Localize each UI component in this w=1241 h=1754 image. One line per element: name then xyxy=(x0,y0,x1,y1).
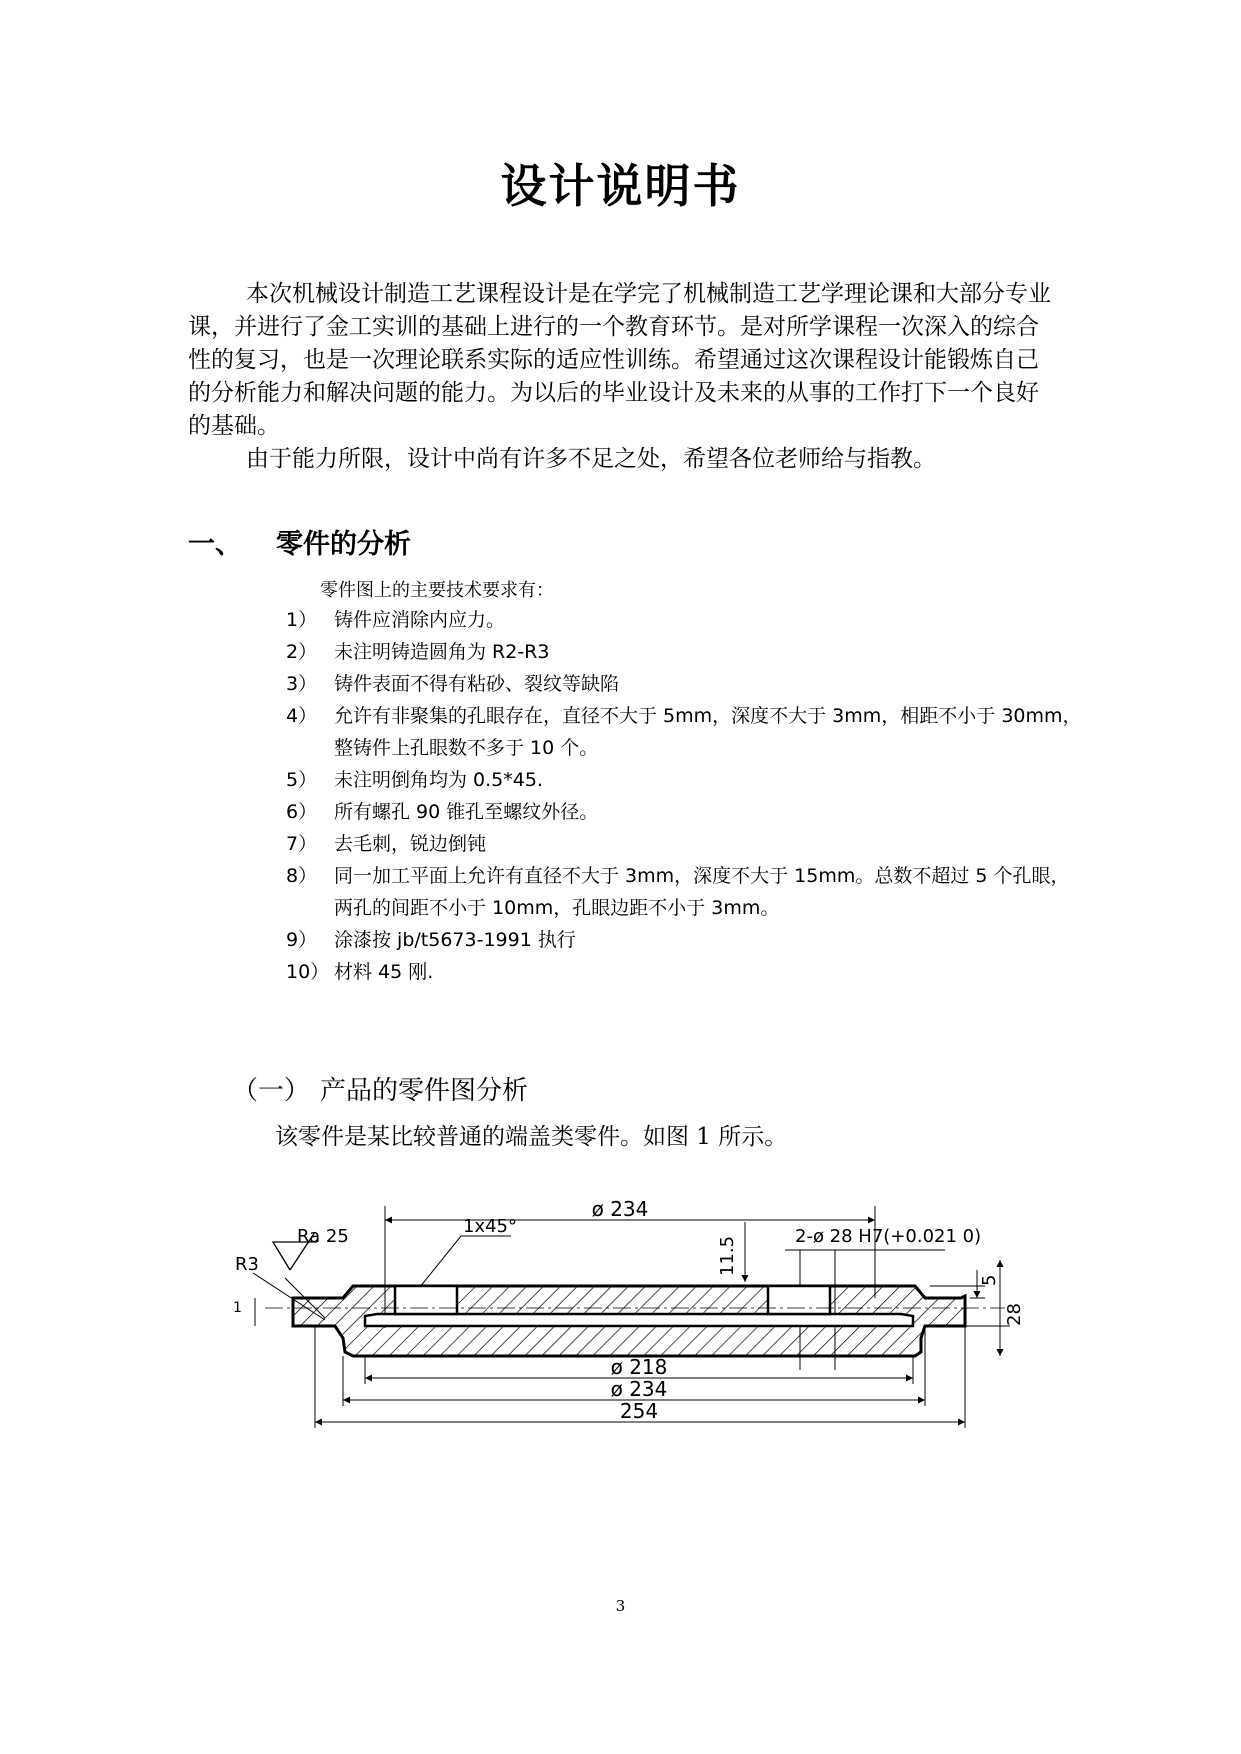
page-number: 3 xyxy=(615,1597,626,1615)
list-item: 9） 涂漆按 jb/t5673-1991 执行 xyxy=(286,929,576,951)
list-item: 1） 铸件应消除内应力。 xyxy=(286,609,506,631)
list-item: 2） 未注明铸造圆角为 R2-R3 xyxy=(286,641,550,663)
label-dim-1: 1 xyxy=(233,1300,242,1316)
label-top-dia: ø 234 xyxy=(591,1197,649,1221)
list-item: 4） 允许有非聚集的孔眼存在，直径不大于 5mm，深度不大于 3mm，相距不小于 30mm，整铸件上孔眼数不多于 10 个。 xyxy=(286,705,1082,759)
subsection-title: 产品的零件图分析 xyxy=(320,1076,529,1106)
list-item: 7） 去毛刺，锐边倒钝 xyxy=(286,833,487,855)
subsection-number: （一） xyxy=(232,1076,311,1106)
requirements-intro: 零件图上的主要技术要求有： xyxy=(320,580,554,601)
label-inner-dia: ø 218 xyxy=(610,1355,668,1379)
intro-paragraph-1: 本次机械设计制造工艺课程设计是在学完了机械制造工艺学理论课和大部分专业课，并进行了金工实训的基础上进行的一个教育环节。是对所学课程一次深入的综合性的复习，也是一次理论联系实际的适应性训练。希望通过这次课程设计能锻炼自己的分析能力和解决问题的能力。为以后的毕业设计及未来的从事的工作打下一个良好的基础。 xyxy=(188,281,1051,439)
label-dim-5: 5 xyxy=(979,1274,1000,1286)
label-dim-28: 28 xyxy=(1004,1303,1025,1326)
list-item: 8） 同一加工平面上允许有直径不大于 3mm，深度不大于 15mm。总数不超过 5 个孔眼，两孔的间距不小于 10mm，孔眼边距不小于 3mm。 xyxy=(286,865,1070,919)
list-item: 5） 未注明倒角均为 0.5*45. xyxy=(286,769,543,791)
section-title: 零件的分析 xyxy=(276,529,411,560)
requirements-list xyxy=(286,604,1086,988)
list-item: 10） 材料 45 刚. xyxy=(286,961,434,983)
label-height-small: 11.5 xyxy=(717,1235,738,1276)
label-total: 254 xyxy=(619,1399,659,1423)
subsection-heading xyxy=(232,1070,528,1107)
label-bottom-dia: ø 234 xyxy=(610,1377,668,1401)
intro-paragraph-2: 由于能力所限，设计中尚有许多不足之处，希望各位老师给与指教。 xyxy=(246,446,936,472)
label-roughness: Ra 25 xyxy=(297,1226,349,1247)
section-number: 一、 xyxy=(188,529,242,560)
label-radius: R3 xyxy=(235,1254,259,1275)
page-title: 设计说明书 xyxy=(500,159,741,213)
figure-caption: 该零件是某比较普通的端盖类零件。如图 1 所示。 xyxy=(275,1124,788,1150)
label-holes: 2-ø 28 H7(+0.021 0) xyxy=(795,1226,982,1247)
list-item: 3） 铸件表面不得有粘砂、裂纹等缺陷 xyxy=(286,673,620,695)
hole-right xyxy=(768,1286,830,1314)
list-item: 6） 所有螺孔 90 锥孔至螺纹外径。 xyxy=(286,801,599,823)
section-cavity xyxy=(365,1314,913,1326)
hole-left xyxy=(395,1286,457,1314)
label-chamfer: 1x45° xyxy=(463,1216,518,1237)
intro-text xyxy=(188,278,1058,476)
section-heading xyxy=(188,522,411,561)
part-drawing xyxy=(225,1180,1125,1490)
